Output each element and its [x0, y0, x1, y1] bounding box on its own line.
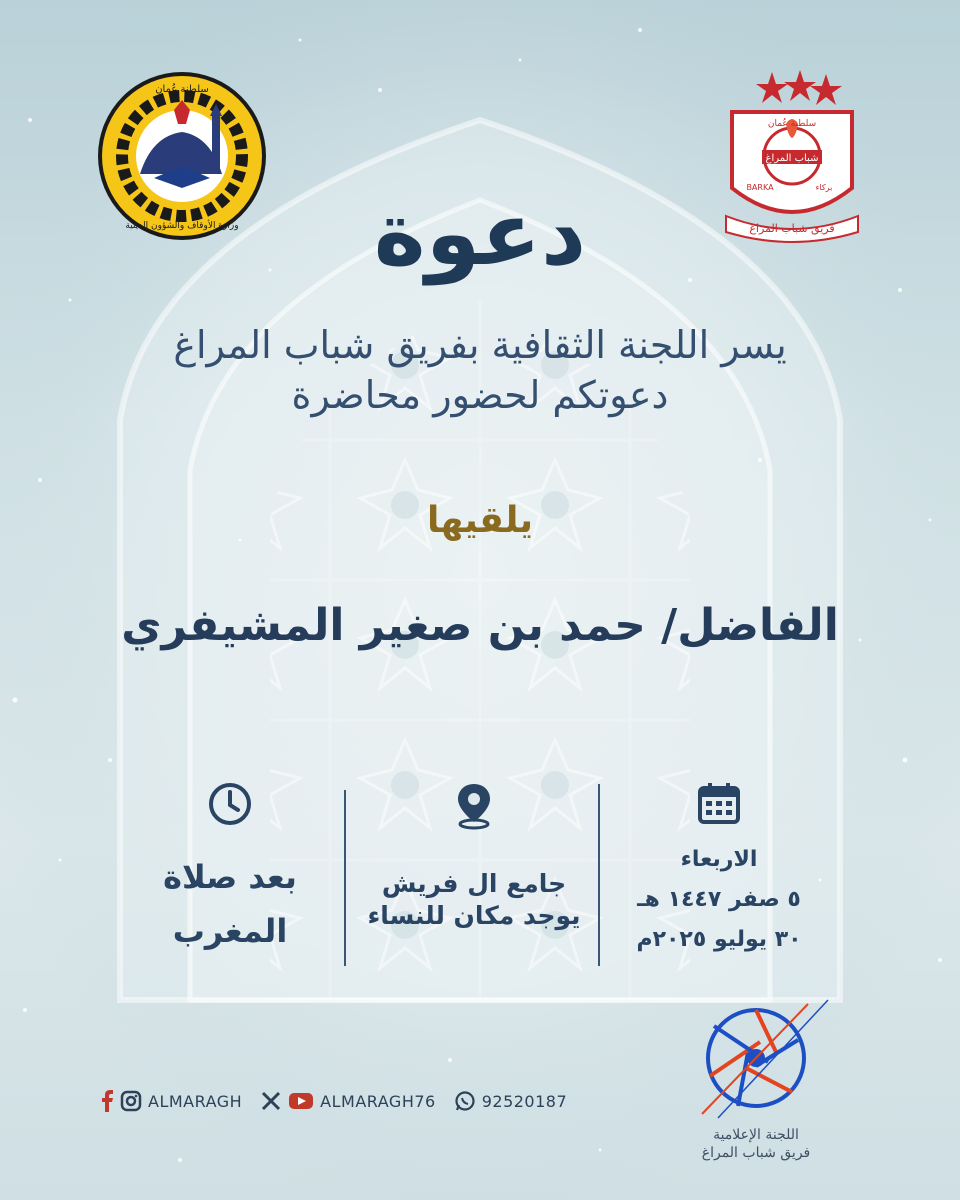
social-contacts	[100, 1086, 579, 1116]
place-line-2: يوجد مكان للنساء	[367, 901, 581, 930]
crest-side-text: بركاء	[815, 183, 833, 192]
media-committee-logo	[678, 996, 834, 1122]
crest-band-text: شباب المراغ	[765, 153, 819, 164]
whatsapp-icon[interactable]	[454, 1090, 476, 1112]
time-line-1: بعد صلاة	[163, 858, 297, 896]
divider-right	[598, 784, 600, 966]
crest-top-text: سلطنة عُمان	[767, 119, 817, 129]
calendar-icon	[696, 780, 742, 826]
location-pin-icon	[450, 780, 498, 830]
place-line-1: جامع ال فريش	[381, 869, 567, 898]
seal-text-bottom: وزارة الأوقاف والشؤون الدينية	[125, 221, 239, 231]
media-caption-line-1: اللجنة الإعلامية	[713, 1127, 799, 1143]
crest-ribbon-text: فريق شباب المراغ	[749, 222, 835, 235]
speaker-name: الفاضل/ حمد بن صغير المشيفري	[121, 600, 839, 651]
date-hijri: ٥ صفر ١٤٤٧ هـ	[637, 887, 801, 912]
facebook-icon[interactable]	[100, 1090, 114, 1112]
place-info	[352, 780, 596, 932]
instagram-icon[interactable]	[120, 1090, 142, 1112]
clock-icon	[206, 780, 254, 828]
crest-latin-text: BARKA	[746, 183, 774, 192]
time-line-2: المغرب	[172, 912, 288, 950]
media-committee-caption	[664, 1126, 848, 1162]
handle-almaragh76[interactable]: ALMARAGH76	[320, 1091, 436, 1111]
seal-text-top: سلطنة عُمان	[155, 84, 209, 95]
invitation-title: دعوة	[373, 182, 587, 285]
date-info	[604, 780, 834, 960]
youtube-icon[interactable]	[288, 1091, 314, 1111]
handle-almaragh[interactable]: ALMARAGH	[148, 1091, 243, 1111]
date-gregorian: ٣٠ يوليو ٢٠٢٥م	[636, 927, 802, 952]
phone-number[interactable]: 92520187	[481, 1091, 568, 1111]
x-icon[interactable]	[260, 1090, 282, 1112]
time-info	[130, 780, 330, 958]
date-day: الاربعاء	[680, 847, 758, 872]
invitation-intro: يسر اللجنة الثقافية بفريق شباب المراغ دعوتكم لحضور محاضرة	[173, 323, 787, 417]
media-caption-line-2: فريق شباب المراغ	[701, 1145, 811, 1161]
divider-left	[344, 790, 346, 966]
delivered-by-label: يلقيها	[426, 500, 534, 541]
